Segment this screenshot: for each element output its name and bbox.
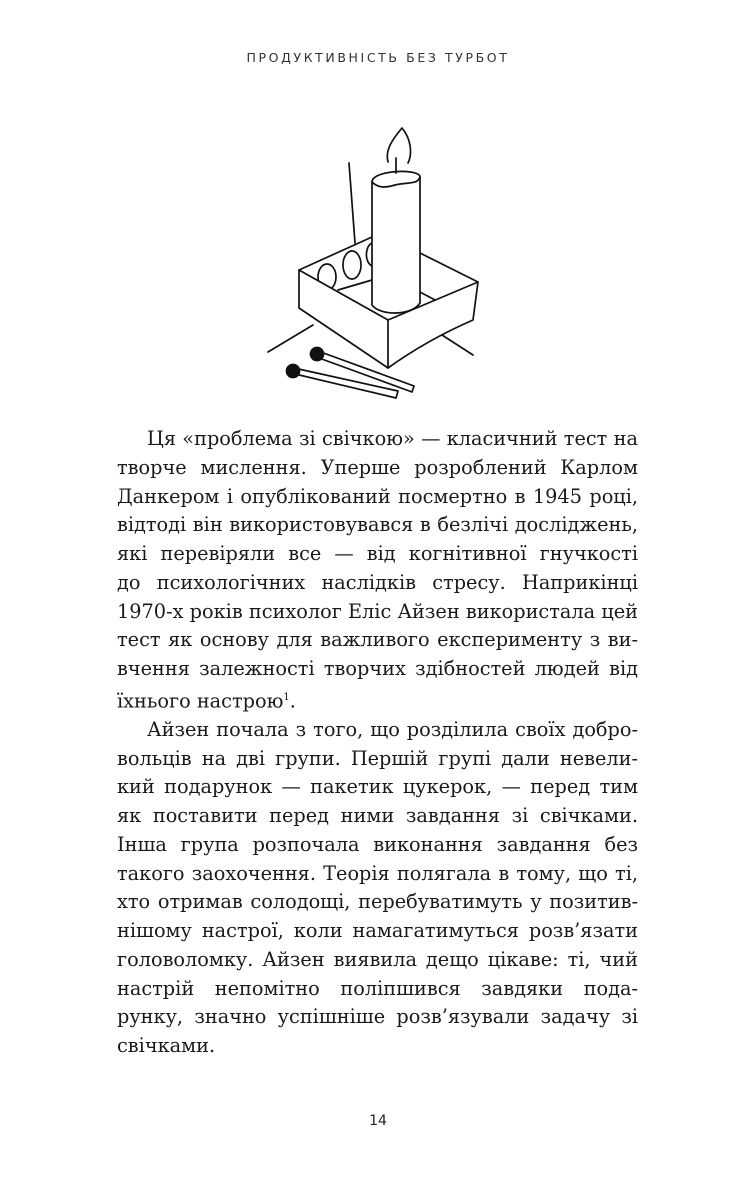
footnote-mark[interactable]: 1 — [283, 691, 290, 703]
text-line: Айзен почала з того, що розділила своїх добро- — [147, 717, 638, 741]
page-number: 14 — [369, 1113, 387, 1129]
text-line: до психологічних наслідків стресу. Наприкінці — [117, 570, 638, 594]
text-line: творче мислення. Уперше розроблений Карлом — [117, 455, 638, 479]
text-line: нішому настрої, коли намагатимуться розв’язати — [117, 919, 638, 943]
text-line: настрій непомітно поліпшився завдяки пода- — [117, 976, 638, 1000]
text-line: рунку, значно успішніше розв’язували задачу зі — [117, 1005, 638, 1029]
text-line: Інша група розпочала виконання завдання без — [117, 832, 638, 856]
text-line: Ця «проблема зі свічкою» — класичний тест на — [147, 427, 638, 450]
text-line: вольців на дві групи. Першій групі дали невели- — [117, 746, 638, 770]
paragraph-2 — [117, 716, 638, 1061]
text-line: вчення залежності творчих здібностей людей від — [117, 657, 638, 680]
text-line: кий подарунок — пакетик цукерок, — перед тим — [117, 775, 638, 799]
text-line: Данкером і опублікований посмертно в 1945 році, — [117, 484, 638, 508]
text-line: головоломку. Айзен виявила дещо цікаве: ті, чий — [117, 947, 638, 971]
text-line: хто отримав солодощі, перебуватимуть у позитив- — [117, 890, 638, 914]
text-line: як поставити перед ними завдання зі свічками. — [117, 804, 638, 828]
candle-box-matches-illustration — [260, 120, 490, 410]
text-line: відтоді він використовувався в безлічі досліджень, — [117, 513, 638, 537]
text-line: такого заохочення. Теорія полягала в тому, що ті, — [117, 861, 638, 885]
text-line: тест як основу для важливого експерименту з ви- — [117, 628, 638, 652]
body-text — [117, 425, 638, 1061]
text-line: 1970-х років психолог Еліс Айзен використала цей — [117, 599, 638, 623]
text-line: які перевіряли все — від когнітивної гнучкості — [117, 542, 638, 565]
paragraph-1 — [117, 425, 638, 716]
running-header: ПРОДУКТИВНІСТЬ БЕЗ ТУРБОТ — [246, 50, 510, 65]
text-fragment: їхнього настрою — [117, 689, 284, 713]
text-line: свічками. — [117, 1034, 216, 1058]
text-fragment: . — [289, 689, 296, 713]
text-line — [117, 684, 638, 716]
